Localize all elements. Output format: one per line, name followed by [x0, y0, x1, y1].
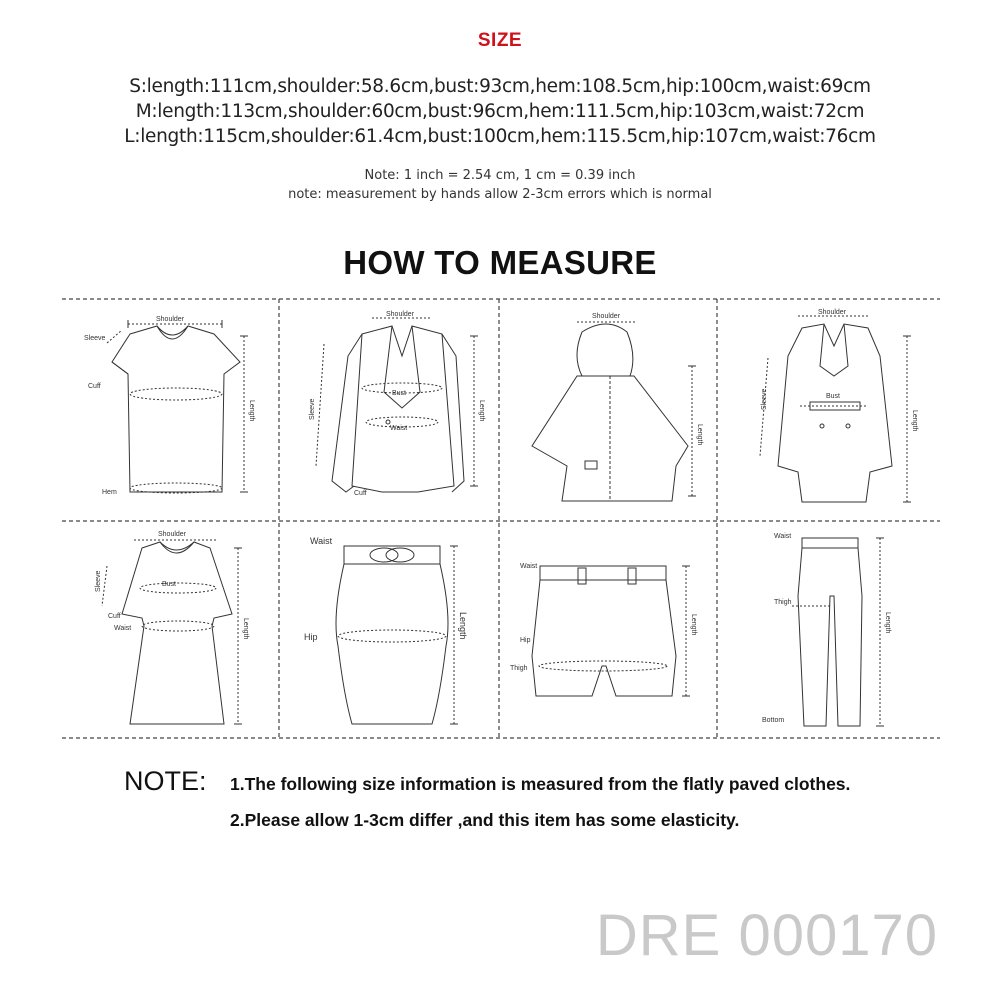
label-thigh-8: Thigh	[774, 599, 792, 606]
note-label: NOTE:	[124, 766, 207, 796]
label-cuff-2: Cuff	[354, 490, 367, 497]
label-sleeve-1: Sleeve	[84, 335, 106, 342]
label-waist-2: Waist	[390, 425, 408, 432]
blazer-diagram	[316, 318, 478, 492]
size-title: SIZE	[477, 30, 523, 51]
note-line-2: 2.Please allow 1-3cm differ ,and this item has some elasticity.	[230, 810, 740, 830]
cape-diagram	[532, 322, 696, 501]
label-length-5: Length	[242, 618, 249, 640]
grid-dashed-lines	[62, 299, 940, 738]
trousers-diagram	[792, 538, 884, 726]
label-bust-5: Bust	[162, 581, 177, 588]
size-row-l: L:length:115cm,shoulder:61.4cm,bust:100cm,hem:115.5cm,hip:107cm,waist:76cm	[124, 126, 876, 147]
measure-diagram-svg	[62, 296, 940, 740]
label-shoulder-5: Shoulder	[158, 531, 187, 538]
how-to-measure-title: HOW TO MEASURE	[343, 244, 657, 281]
size-row-m: M:length:113cm,shoulder:60cm,bust:96cm,hem:111.5cm,hip:103cm,waist:72cm	[135, 101, 865, 122]
tshirt-diagram	[107, 320, 248, 493]
label-waist-6: Waist	[310, 536, 333, 546]
label-length-2: Length	[478, 400, 485, 422]
skirt-diagram	[336, 546, 458, 724]
measurement-notes	[0, 166, 1000, 204]
label-thigh-7: Thigh	[510, 665, 528, 672]
label-sleeve-2: Sleeve	[309, 398, 316, 420]
diagram-labels	[84, 309, 918, 724]
product-code: DRE 000170	[595, 903, 938, 968]
shorts-diagram	[532, 566, 690, 696]
label-length-7: Length	[690, 614, 697, 636]
label-sleeve-5: Sleeve	[95, 570, 102, 592]
label-length-4: Length	[911, 410, 918, 432]
label-shoulder-2: Shoulder	[386, 311, 415, 318]
label-shoulder-4: Shoulder	[818, 309, 847, 316]
label-shoulder-1: Shoulder	[156, 316, 185, 323]
label-hip-6: Hip	[304, 632, 318, 642]
label-cuff-5: Cuff	[108, 613, 121, 620]
label-cuff-1: Cuff	[88, 383, 101, 390]
label-sleeve-4: Sleeve	[761, 388, 768, 410]
label-hip-7: Hip	[520, 637, 531, 644]
measure-diagram-grid	[62, 296, 940, 740]
label-length-1: Length	[248, 400, 255, 422]
label-bust-2: Bust	[392, 390, 407, 397]
error-note: note: measurement by hands allow 2-3cm errors which is normal	[288, 187, 712, 202]
label-length-8: Length	[884, 612, 891, 634]
size-table	[0, 74, 1000, 149]
label-length-3: Length	[696, 424, 703, 446]
label-waist-7: Waist	[520, 563, 538, 570]
conversion-note: Note: 1 inch = 2.54 cm, 1 cm = 0.39 inch	[364, 168, 636, 183]
note-line-1: 1.The following size information is measured from the flatly paved clothes.	[230, 774, 851, 794]
label-hem-1: Hem	[102, 489, 117, 496]
coat-diagram	[760, 316, 911, 502]
label-waist-8: Waist	[774, 533, 792, 540]
label-shoulder-3: Shoulder	[592, 313, 621, 320]
size-row-s: S:length:111cm,shoulder:58.6cm,bust:93cm,hem:108.5cm,hip:100cm,waist:69cm	[129, 76, 871, 97]
label-bottom-8: Bottom	[762, 717, 785, 724]
label-waist-5: Waist	[114, 625, 132, 632]
label-bust-4: Bust	[826, 393, 841, 400]
label-length-6: Length	[458, 612, 468, 640]
dress-diagram	[102, 540, 242, 724]
